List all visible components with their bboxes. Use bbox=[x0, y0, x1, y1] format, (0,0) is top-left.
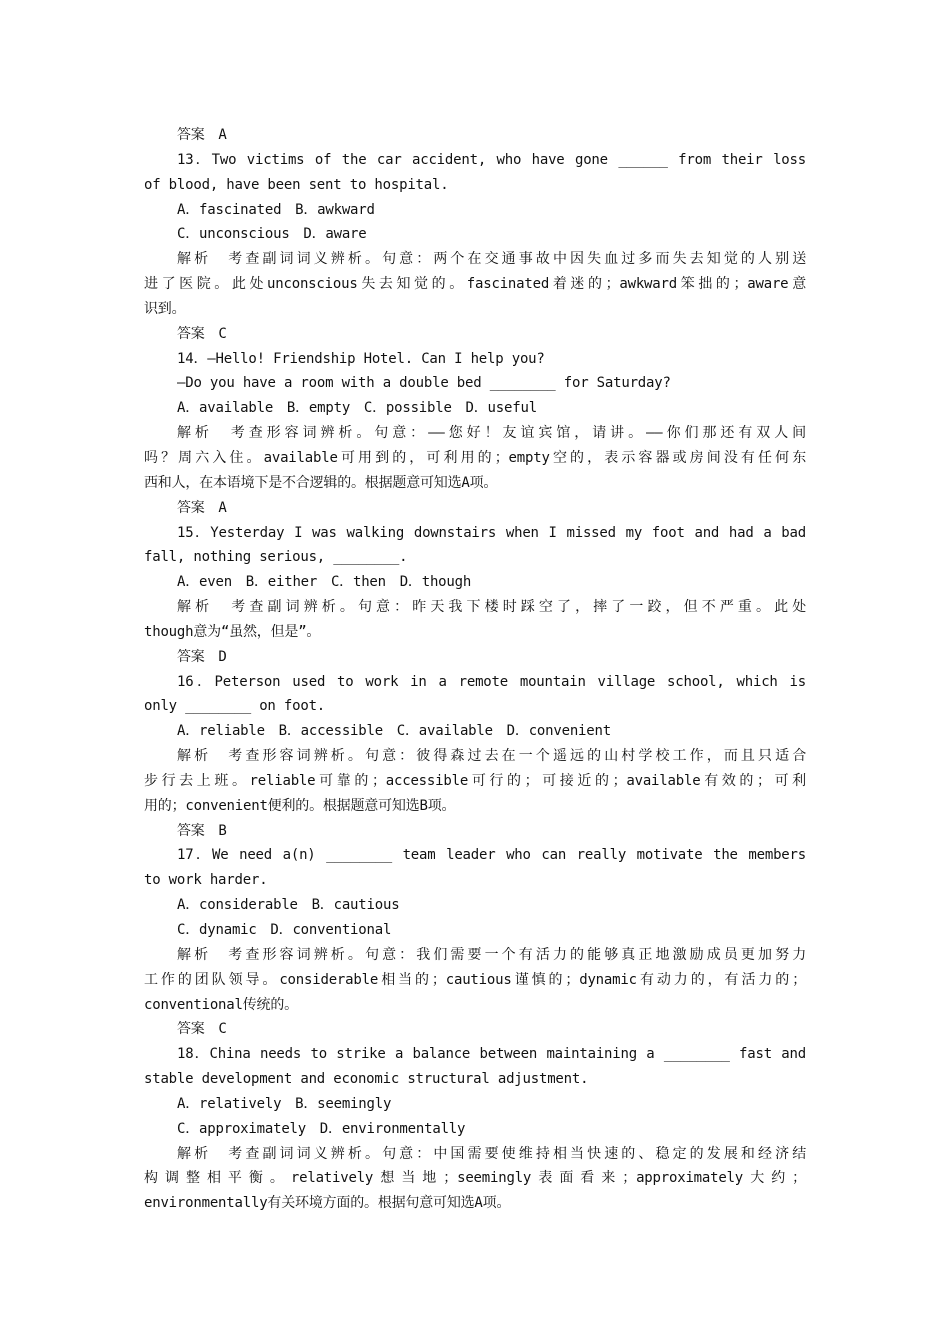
text-line: A．fascinated B．awkward bbox=[177, 201, 375, 218]
text-line: C．dynamic D．conventional bbox=[177, 922, 392, 938]
text-line: C．approximately D．environmentally bbox=[177, 1120, 466, 1137]
text-line: 答案 C bbox=[177, 325, 227, 342]
text-line: 13．Two victims of the car accident, who have gone ______ from their loss bbox=[177, 151, 806, 168]
text-line: 答案 D bbox=[177, 648, 227, 665]
text-line: 识到。 bbox=[144, 300, 186, 317]
text-line: stable development and economic structural adjustment. bbox=[144, 1071, 589, 1088]
text-line: A．available B．empty C．possible D．useful bbox=[177, 400, 537, 417]
text-line: 解析 考查副词词义辨析。句意：中国需要使维持相当快速的、稳定的发展和经济结 bbox=[177, 1145, 806, 1162]
text-line: 西和人，在本语境下是不合逻辑的。根据题意可知选A项。 bbox=[144, 474, 498, 491]
text-line: 16．Peterson used to work in a remote mountain village school, which is bbox=[177, 673, 806, 690]
text-line: 14．—Hello! Friendship Hotel. Can I help you? bbox=[177, 350, 545, 367]
text-line: A．considerable B．cautious bbox=[177, 897, 400, 914]
text-line: only ________ on foot. bbox=[144, 698, 326, 715]
text-line: 18．China needs to strike a balance between maintaining a ________ fast and bbox=[177, 1046, 806, 1063]
text-line: conventional传统的。 bbox=[144, 996, 298, 1013]
text-line: 吗？周六入住。available可用到的，可利用的；empty空的，表示容器或房间没有任何东 bbox=[144, 449, 806, 466]
document-page bbox=[144, 123, 806, 1216]
text-line: A．reliable B．accessible C．available D．convenient bbox=[177, 723, 611, 740]
text-line: 答案 A bbox=[177, 499, 227, 516]
text-line: of blood, have been sent to hospital. bbox=[144, 176, 449, 193]
text-line: —Do you have a room with a double bed ________ for Saturday? bbox=[177, 375, 671, 392]
text-line: 答案 A bbox=[177, 127, 227, 143]
text-line: fall, nothing serious, ________. bbox=[144, 549, 408, 566]
text-line: 解析 考查形容词辨析。句意：我们需要一个有活力的能够真正地激励成员更加努力 bbox=[177, 946, 806, 963]
text-line: 15．Yesterday I was walking downstairs when I missed my foot and had a bad bbox=[177, 524, 806, 541]
text-line: C．unconscious D．aware bbox=[177, 226, 367, 243]
text-line: 答案 B bbox=[177, 822, 227, 839]
text-line: 17．We need a(n) ________ team leader who can really motivate the members bbox=[177, 847, 806, 864]
text-line: to work harder. bbox=[144, 872, 268, 889]
text-line: A．relatively B．seemingly bbox=[177, 1095, 392, 1112]
text-line: 解析 考查副词词义辨析。句意：两个在交通事故中因失血过多而失去知觉的人别送 bbox=[177, 251, 806, 268]
text-line: environmentally有关环境方面的。根据句意可知选A项。 bbox=[144, 1195, 511, 1212]
text-line: though意为“虽然，但是”。 bbox=[144, 623, 321, 640]
text-line: 答案 C bbox=[177, 1021, 227, 1038]
text-line: 解析 考查形容词辨析。句意：彼得森过去在一个遥远的山村学校工作，而且只适合 bbox=[177, 748, 806, 765]
text-line: 解析 考查形容词辨析。句意：——您好！友谊宾馆，请讲。——你们那还有双人间 bbox=[177, 425, 806, 442]
text-line: 解析 考查副词辨析。句意：昨天我下楼时踩空了，摔了一跤，但不严重。此处 bbox=[177, 599, 806, 616]
text-line: 用的；convenient便利的。根据题意可知选B项。 bbox=[144, 797, 456, 814]
text-line: 步行去上班。reliable可靠的；accessible可行的；可接近的；available有效的；可利 bbox=[144, 772, 806, 789]
text-line: A．even B．either C．then D．though bbox=[177, 574, 472, 591]
text-line: 工作的团队领导。considerable相当的；cautious谨慎的；dynamic有动力的，有活力的； bbox=[144, 971, 806, 988]
text-line: 进了医院。此处unconscious失去知觉的。fascinated着迷的；awkward笨拙的；aware意 bbox=[144, 276, 806, 293]
text-line: 构调整相平衡。relatively想当地；seemingly表面看来；approximately大约； bbox=[144, 1170, 806, 1187]
